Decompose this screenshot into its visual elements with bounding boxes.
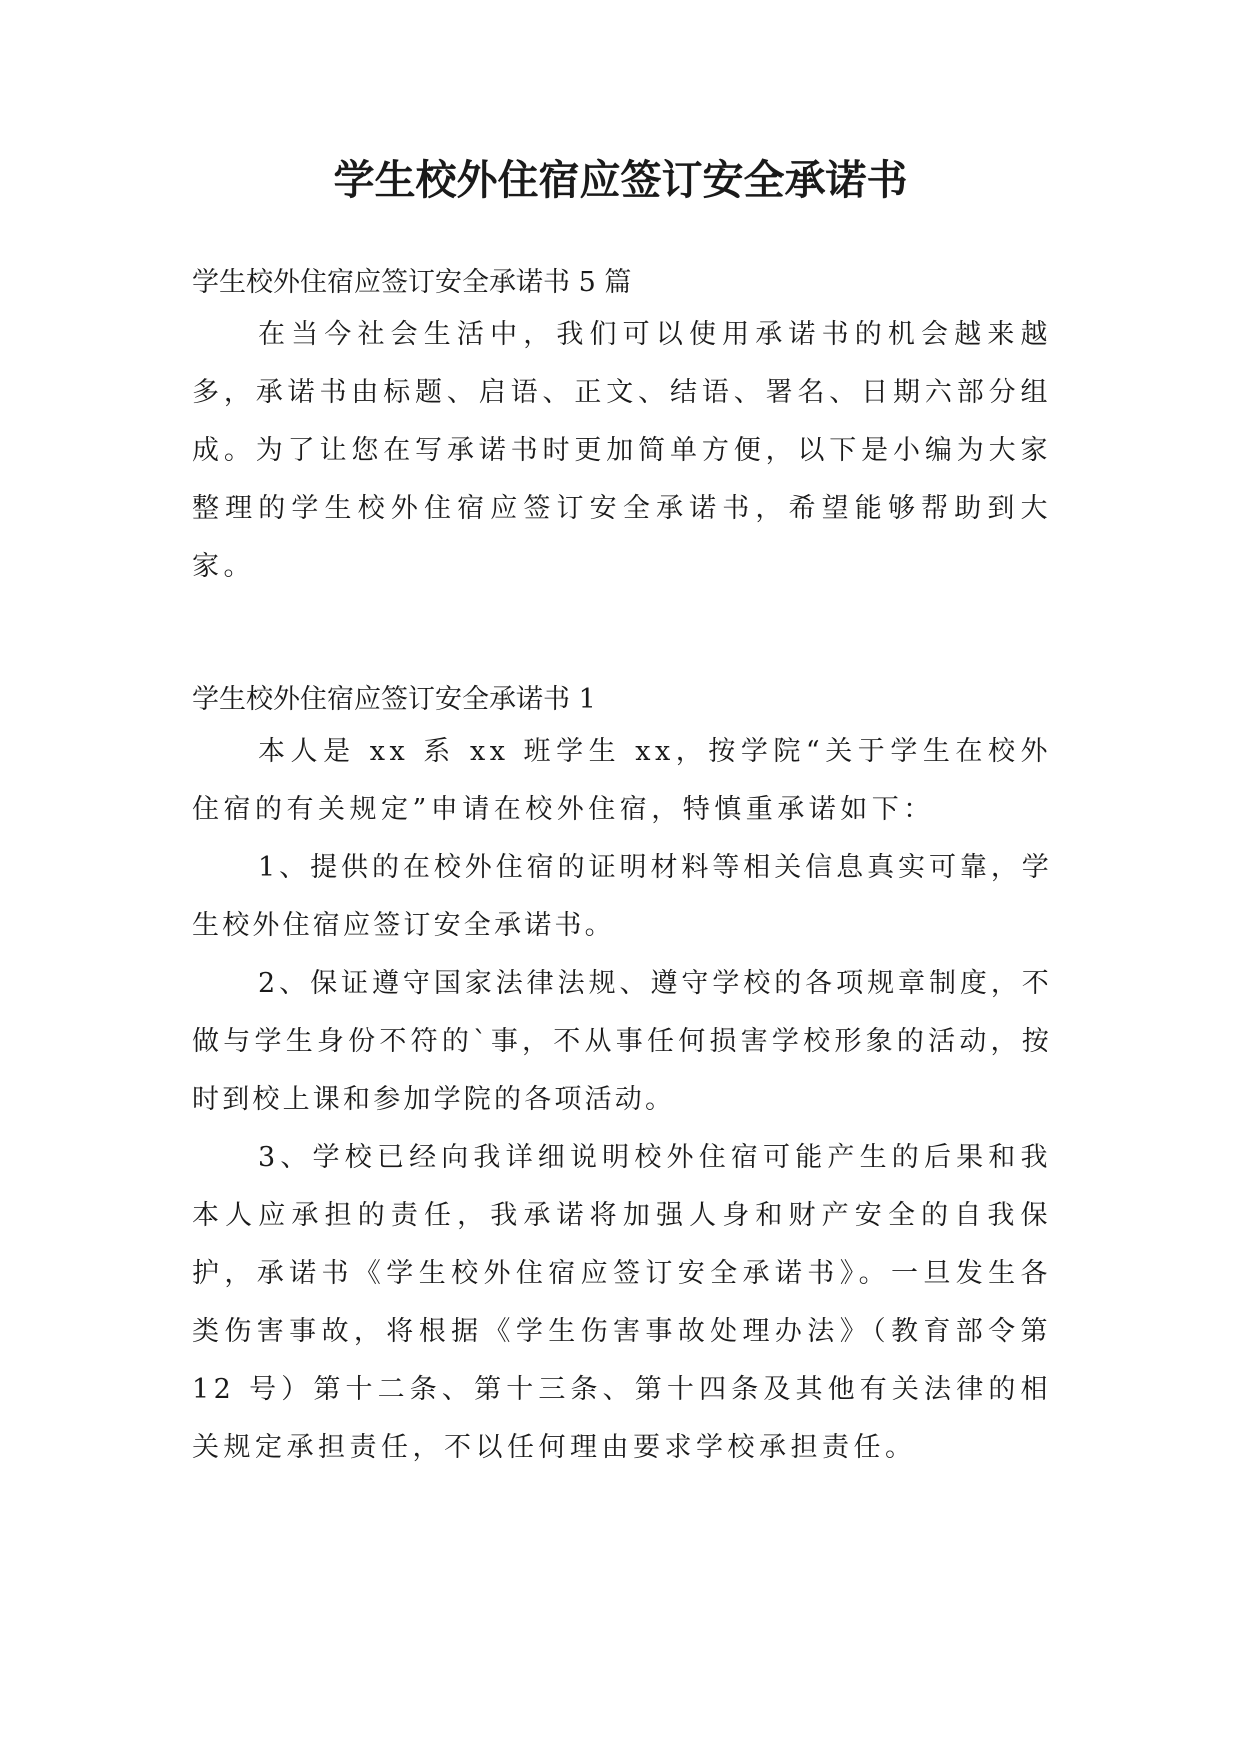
intro-section bbox=[192, 263, 1052, 303]
section-1-paragraph-3: 2、保证遵守国家法律法规、遵守学校的各项规章制度，不做与学生身份不符的`事，不从事任何损害学校形象的活动，按时到校上课和参加学院的各项活动。 bbox=[192, 968, 1052, 1115]
section-1-header bbox=[192, 680, 1052, 720]
intro-body bbox=[192, 306, 1052, 596]
intro-paragraph: 在当今社会生活中，我们可以使用承诺书的机会越来越多，承诺书由标题、启语、正文、结语、署名、日期六部分组成。为了让您在写承诺书时更加简单方便，以下是小编为大家整理的学生校外住宿应签订安全承诺书，希望能够帮助到大家。 bbox=[192, 319, 1052, 582]
section-1-heading: 学生校外住宿应签订安全承诺书 1 bbox=[192, 684, 596, 715]
section-1-body bbox=[192, 723, 1052, 1477]
document-title: 学生校外住宿应签订安全承诺书 bbox=[333, 156, 908, 204]
section-1-paragraph-2: 1、提供的在校外住宿的证明材料等相关信息真实可靠，学生校外住宿应签订安全承诺书。 bbox=[192, 852, 1052, 941]
intro-heading: 学生校外住宿应签订安全承诺书 5 篇 bbox=[192, 267, 632, 298]
section-1-paragraph-4: 3、学校已经向我详细说明校外住宿可能产生的后果和我本人应承担的责任，我承诺将加强人身和财产安全的自我保护，承诺书《学生校外住宿应签订安全承诺书》。一旦发生各类伤害事故，将根据《学生伤害事故处理办法》（教育部令第 12 号）第十二条、第十三条、第十四条及其他有关法律的相关规定承担责任，不以任何理由要求学校承担责任。 bbox=[192, 1142, 1052, 1463]
section-1-paragraph-1: 本人是 xx 系 xx 班学生 xx，按学院“关于学生在校外住宿的有关规定”申请在校外住宿，特慎重承诺如下： bbox=[192, 736, 1052, 825]
